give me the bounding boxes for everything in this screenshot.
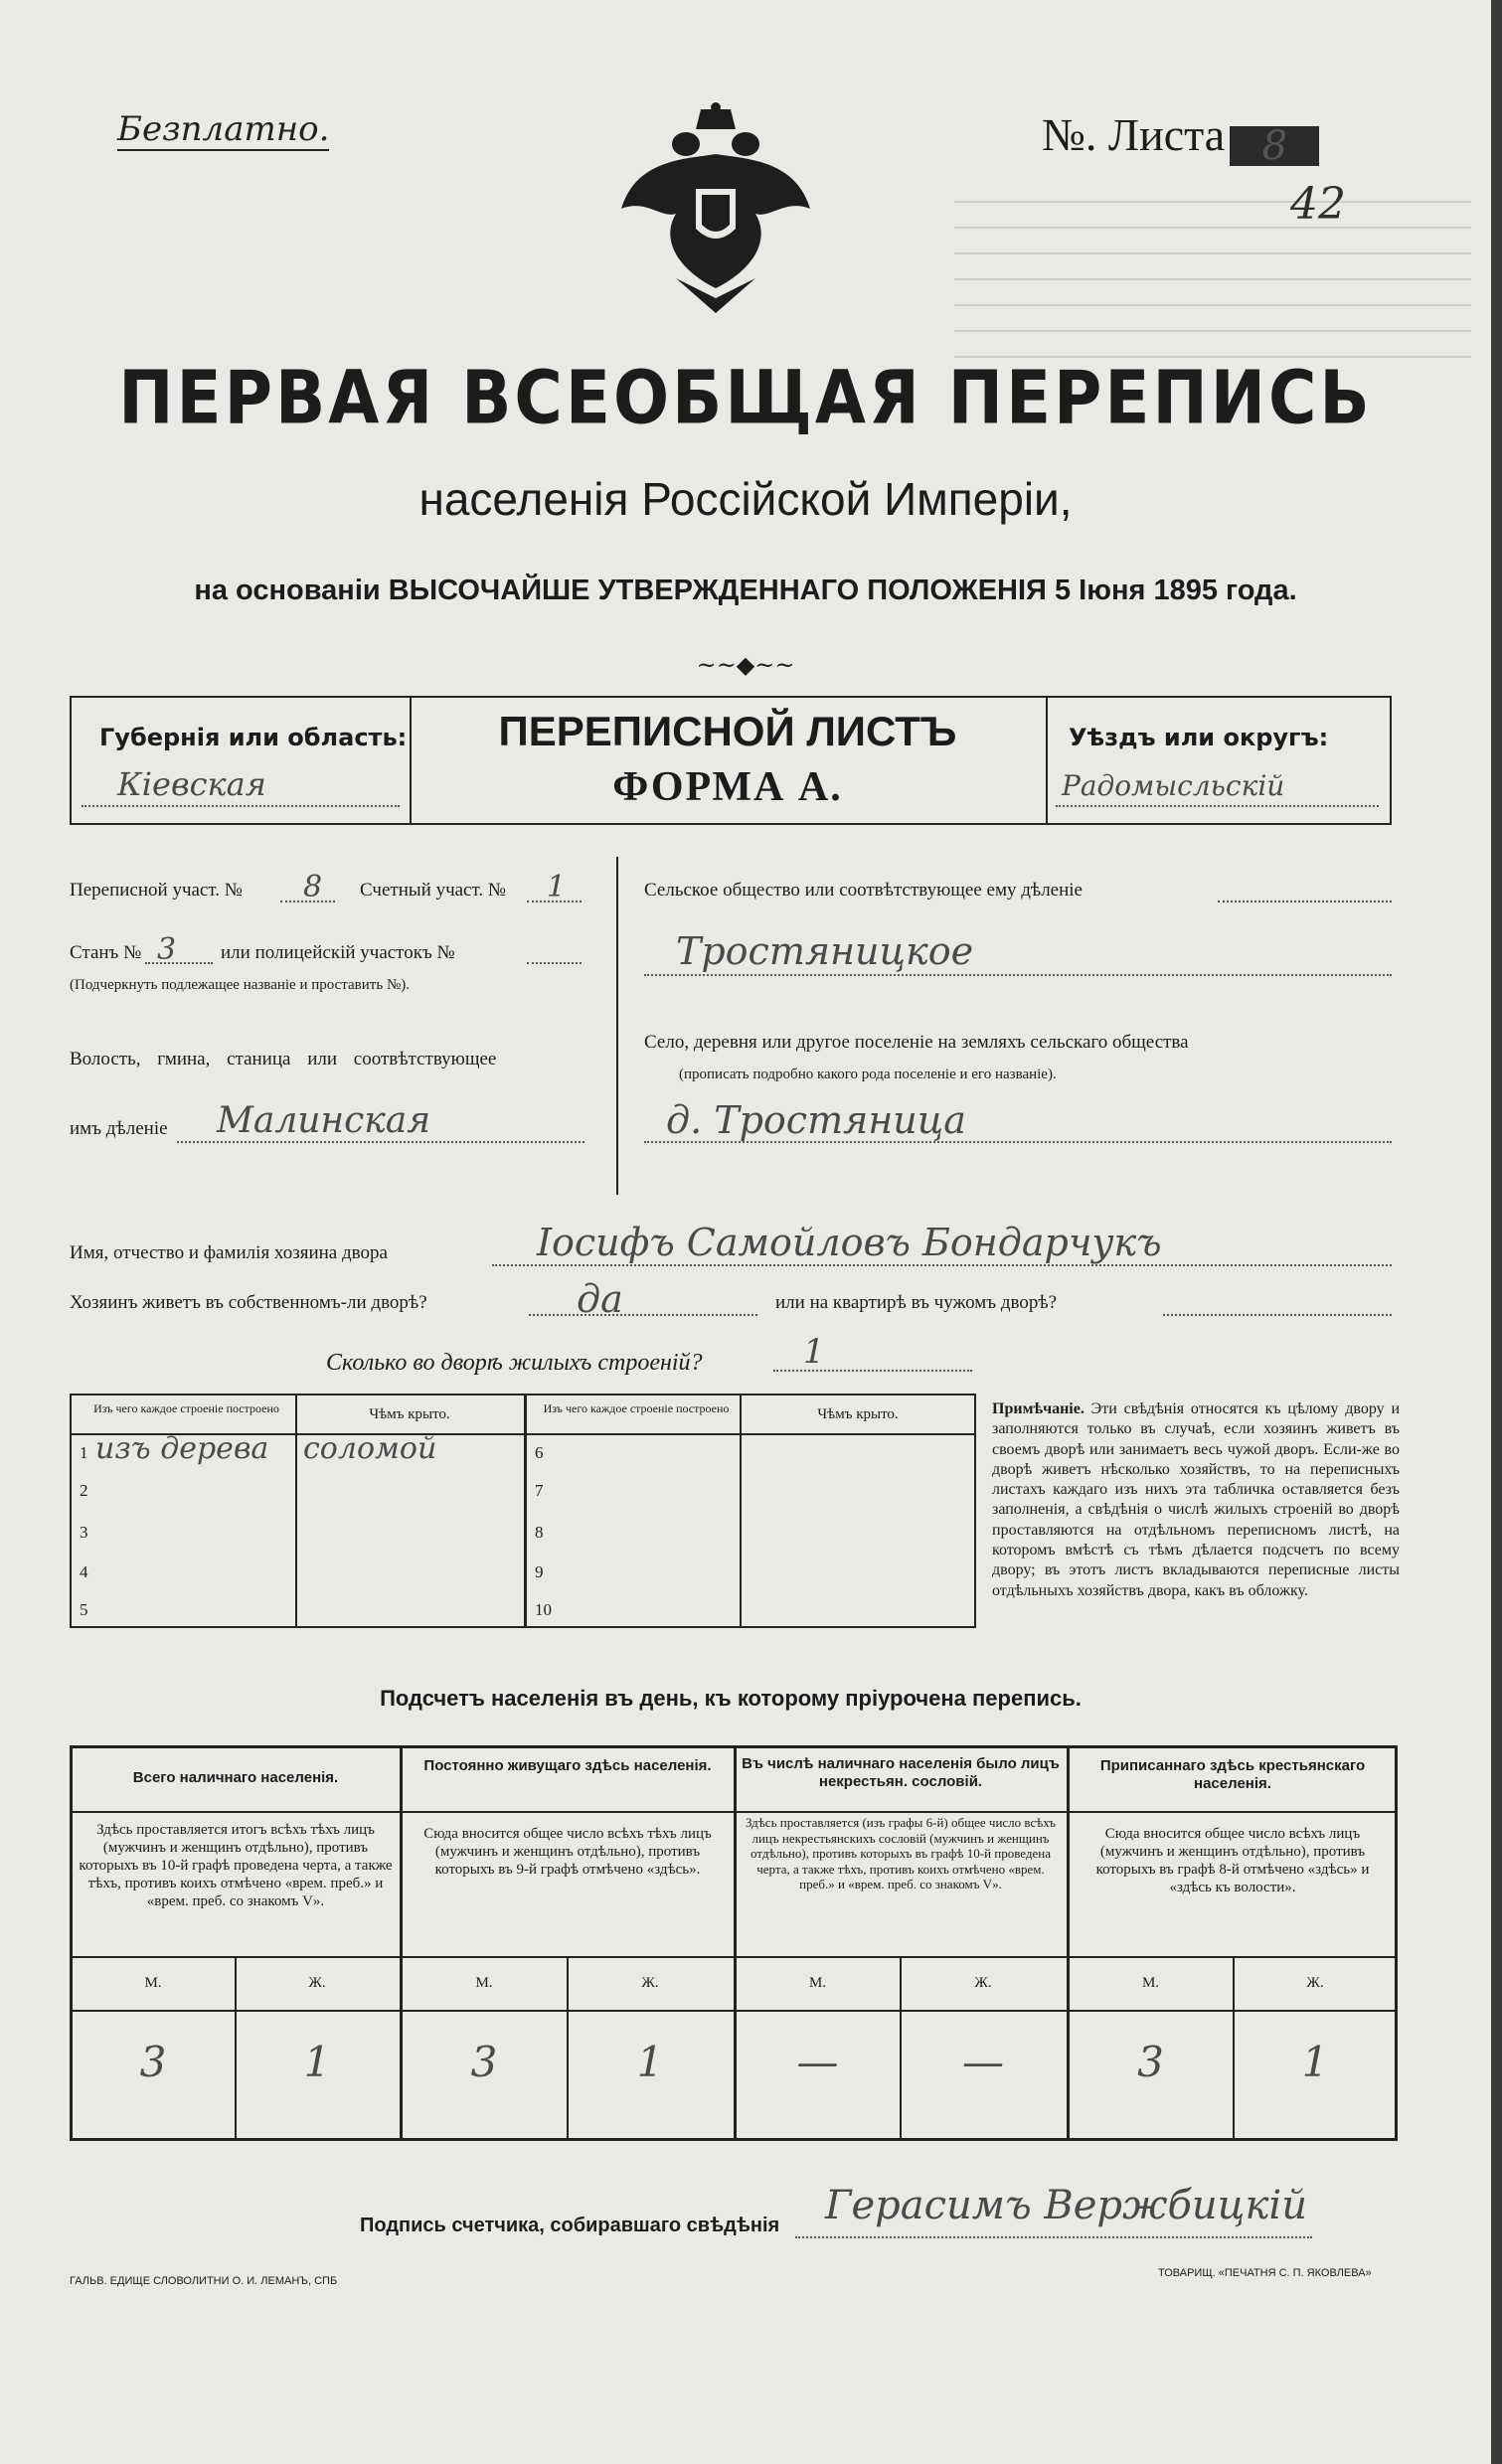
count-district-dots <box>527 901 582 903</box>
sheet-number <box>1042 109 1319 169</box>
gubernia-dots <box>82 805 400 807</box>
population-m-value: 3 <box>1137 2038 1164 2086</box>
volost-label: Волость, гмина, станица или соотвѣтствующее <box>70 1049 497 1069</box>
buildings-row-number: 8 <box>535 1523 544 1542</box>
police-label: или полицейскій участокъ № <box>221 942 455 963</box>
police-dots <box>527 962 582 964</box>
signature-value: Герасимъ Вержбицкій <box>825 2183 1307 2228</box>
population-col-title: Всего наличнаго населенія. <box>132 1769 339 1786</box>
buildings-material-header-right: Изъ чего каждое строеніе построено <box>543 1401 730 1415</box>
rented-label: или на квартирѣ въ чужомъ дворѣ? <box>775 1292 1058 1313</box>
volost-value: Малинская <box>217 1100 431 1141</box>
population-m-value: 3 <box>470 2038 498 2086</box>
stan-dots <box>145 962 213 964</box>
village-label: Село, деревня или другое поселеніе на земляхъ сельскаго общества <box>644 1032 1189 1053</box>
buildings-row-number: 9 <box>535 1562 544 1581</box>
division-label: имъ дѣленіе <box>70 1118 168 1139</box>
population-col-desc: Здѣсь проставляется (изъ графы 6-й) общее число всѣхъ лицъ некрестьянскихъ сословій (мужчинъ и женщинъ отдѣльно), противъ которыхъ въ графѣ 10-й проведена черта, а также тѣхъ, противъ коихъ отмѣчено «врем. преб.» и «врем. преб. со знакомъ V». <box>745 1815 1057 1891</box>
buildings-row-roof: соломой <box>303 1431 437 1466</box>
population-m-label: М. <box>144 1975 162 1991</box>
buildings-roof-header-right: Чѣмъ крыто. <box>817 1406 899 1422</box>
village-note: (прописать подробно какого рода поселеніе и его названіе). <box>679 1067 1057 1082</box>
society-value: Тростяницкое <box>676 929 974 973</box>
bleed-through-area <box>954 199 1471 358</box>
census-district-dots <box>280 901 335 903</box>
population-mf-line <box>70 2010 1398 2012</box>
gubernia-value: Кіевская <box>117 765 266 803</box>
population-col-title: Постоянно живущаго здѣсь населенія. <box>423 1757 712 1774</box>
uezd-dots <box>1056 805 1379 807</box>
population-zh-value: 1 <box>1301 2038 1329 2086</box>
population-m-value: — <box>796 2038 839 2086</box>
own-yard-dots <box>529 1314 757 1316</box>
buildings-row-number: 1 <box>80 1443 88 1462</box>
buildings-col-right-mid <box>740 1394 742 1628</box>
buildings-row-number: 5 <box>80 1600 88 1619</box>
buildings-table <box>70 1394 976 1628</box>
buildings-value: 1 <box>803 1332 825 1372</box>
note-text: Эти свѣдѣнія относятся къ цѣлому двору и заполняются только въ случаѣ, если хозяинъ живетъ въ своемъ дворѣ или занимаетъ весь чужой дворъ. Если-же во дворѣ живетъ нѣсколько хозяйствъ, то на переписныхъ листахъ каждаго изъ нихъ эта табличка оставляется безъ заполненія, а свѣдѣнія о числѣ жилыхъ строеній во дворѣ проставляются на отдѣльномъ переписномъ листѣ, на которомъ вмѣстѣ съ тѣмъ дѣлается подсчетъ по всему двору; въ этотъ листъ вкладываются переписные листы отдѣльныхъ хозяйствъ двора, какъ въ обложку. <box>992 1400 1401 1599</box>
owner-name-dots <box>492 1264 1392 1266</box>
buildings-row-material: изъ дерева <box>95 1431 269 1466</box>
volost-dots <box>177 1141 584 1143</box>
sheet-number-label: №. Листа <box>1042 109 1226 160</box>
buildings-roof-header-left: Чѣмъ крыто. <box>369 1406 450 1422</box>
form-subtitle: ФОРМА А. <box>612 764 843 810</box>
population-zh-value: — <box>962 2038 1004 2086</box>
population-m-label: М. <box>475 1975 493 1991</box>
population-col-desc: Сюда вносится общее число всѣхъ тѣхъ лицъ (мужчинъ и женщинъ отдѣльно), противъ которыхъ въ 9-й графѣ отмѣчено «здѣсь». <box>423 1826 712 1878</box>
population-zh-label: Ж. <box>974 1975 992 1991</box>
buildings-row-number: 3 <box>80 1523 88 1542</box>
own-yard-value: да <box>577 1277 623 1321</box>
population-desc-line <box>70 1956 1398 1958</box>
buildings-row-number: 4 <box>80 1562 88 1581</box>
main-title: ПЕРВАЯ ВСЕОБЩАЯ ПЕРЕПИСЬ <box>118 355 1373 441</box>
owner-name-value: Іосифъ Самойловъ Бондарчукъ <box>537 1221 1162 1264</box>
population-col-desc: Сюда вносится общее число всѣхъ лицъ (мужчинъ и женщинъ отдѣльно), противъ которыхъ въ графѣ 8-й отмѣчено «здѣсь» и «здѣсь къ волости». <box>1095 1826 1370 1895</box>
buildings-row-number: 6 <box>535 1443 544 1462</box>
society-dots-1 <box>1218 901 1392 903</box>
count-district-label: Счетный участ. № <box>360 880 506 901</box>
signature-dots <box>795 2236 1312 2238</box>
census-district-label: Переписной участ. № <box>70 880 243 901</box>
police-note: (Подчеркнуть подлежащее названіе и проставить №). <box>70 977 410 993</box>
note-title: Примѣчаніе. <box>992 1400 1085 1417</box>
basis-line: на основаніи ВЫСОЧАЙШЕ УТВЕРЖДЕННАГО ПОЛОЖЕНІЯ 5 Іюня 1895 года. <box>194 575 1297 606</box>
buildings-row-number: 7 <box>535 1481 544 1500</box>
buildings-label: Сколько во дворѣ жилыхъ строеній? <box>326 1350 703 1376</box>
population-m-label: М. <box>1141 1975 1160 1991</box>
population-zh-value: 1 <box>303 2038 331 2086</box>
buildings-col-left-mid <box>295 1394 297 1628</box>
own-yard-label: Хозяинъ живетъ въ собственномъ-ли дворѣ? <box>70 1292 427 1313</box>
footer-right: ТОВАРИЩ. «ПЕЧАТНЯ С. П. ЯКОВЛЕВА» <box>1158 2267 1372 2279</box>
gubernia-label: Губернія или область: <box>99 724 408 751</box>
population-m-value: 3 <box>139 2038 167 2086</box>
rented-dots <box>1163 1314 1392 1316</box>
buildings-dots <box>773 1370 972 1372</box>
population-heading: Подсчетъ населенія въ день, къ которому пріурочена перепись. <box>380 1686 1082 1711</box>
population-m-label: М. <box>808 1975 827 1991</box>
count-district-value: 1 <box>547 870 567 904</box>
buildings-material-header-left: Изъ чего каждое строеніе построено <box>93 1401 279 1415</box>
owner-name-label: Имя, отчество и фамилія хозяина двора <box>70 1242 388 1263</box>
population-zh-label: Ж. <box>641 1975 659 1991</box>
signature-label: Подпись счетчика, собиравшаго свѣдѣнія <box>360 2215 780 2236</box>
double-headed-eagle-emblem <box>616 99 815 318</box>
population-zh-label: Ж. <box>1306 1975 1324 1991</box>
population-col-title: Приписаннаго здѣсь крестьянскаго населенія. <box>1099 1757 1366 1792</box>
uezd-value: Радомысльскій <box>1062 769 1285 802</box>
free-label: Безплатно. <box>117 109 330 149</box>
sheet-number-value: 8 <box>1230 126 1319 166</box>
population-zh-value: 1 <box>636 2038 664 2086</box>
buildings-row-number: 2 <box>80 1481 88 1500</box>
stan-label: Станъ № <box>70 942 142 963</box>
village-value: д. Тростяница <box>666 1098 966 1142</box>
form-title: ПЕРЕПИСНОЙ ЛИСТЪ <box>498 708 957 754</box>
subtitle: населенія Россійской Имперіи, <box>418 473 1073 525</box>
society-label: Сельское общество или соотвѣтствующее ему дѣленіе <box>644 880 1083 901</box>
uezd-label: Уѣздъ или округъ: <box>1069 724 1329 751</box>
buildings-col-center <box>524 1394 527 1628</box>
buildings-row-number: 10 <box>535 1600 552 1619</box>
population-title-line <box>70 1811 1398 1813</box>
stan-value: 3 <box>157 932 177 967</box>
census-district-value: 8 <box>303 870 323 904</box>
population-col-desc: Здѣсь проставляется итогъ всѣхъ тѣхъ лицъ (мужчинъ и женщинъ отдѣльно), противъ которыхъ въ 10-й графѣ проведена черта, а также тѣхъ, противъ коихъ отмѣчено «врем. преб.» и «врем. преб. со знакомъ V». <box>79 1822 393 1909</box>
footer-left: ГАЛЬВ. ЕДИЩЕ СЛОВОЛИТНИ О. И. ЛЕМАНЪ, СПБ <box>70 2275 338 2287</box>
village-dots <box>644 1141 1392 1143</box>
note-block <box>992 1399 1400 1601</box>
population-col-title: Въ числѣ наличнаго населенія было лицъ некрестьян. сословій. <box>742 1755 1060 1790</box>
banner-divider-right <box>1046 696 1048 825</box>
ornament-divider: ~~◆~~ <box>696 651 795 679</box>
population-zh-label: Ж. <box>308 1975 326 1991</box>
sheet-handwritten-number: 42 <box>1290 179 1346 230</box>
society-dots-2 <box>644 974 1392 976</box>
middle-divider <box>616 857 618 1195</box>
